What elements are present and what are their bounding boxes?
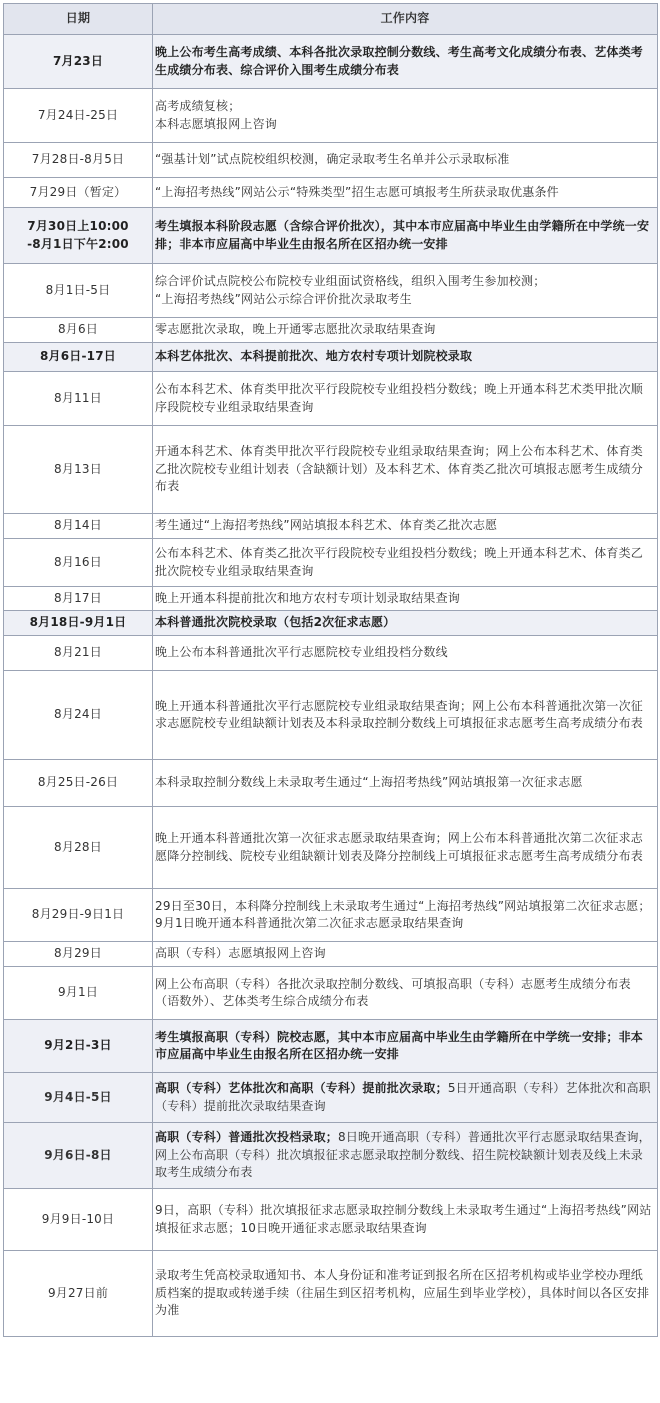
schedule-table-wrapper <box>3 3 657 1337</box>
row-date: 8月18日-9月1日 <box>4 611 153 636</box>
row-content <box>153 1073 658 1123</box>
table-row <box>4 636 658 671</box>
header-content: 工作内容 <box>153 4 658 35</box>
row-date: 9月27日前 <box>4 1251 153 1337</box>
row-date: 8月28日 <box>4 807 153 889</box>
row-date: 9月4日-5日 <box>4 1073 153 1123</box>
row-content: 录取考生凭高校录取通知书、本人身份证和准考证到报名所在区招考机构或毕业学校办理纸质档案的提取或转递手续（往届生到区招考机构，应届生到毕业学校），具体时间以各区安排为准 <box>153 1251 658 1337</box>
row-date: 8月25日-26日 <box>4 760 153 807</box>
row-content: 晚上公布考生高考成绩、本科各批次录取控制分数线、考生高考文化成绩分布表、艺体类考生成绩分布表、综合评价入围考生成绩分布表 <box>153 35 658 89</box>
row-content: 本科普通批次院校录取（包括2次征求志愿） <box>153 611 658 636</box>
row-date: 8月29日 <box>4 942 153 967</box>
row-date: 7月29日（暂定） <box>4 178 153 208</box>
table-row <box>4 889 658 942</box>
row-content: 晚上开通本科普通批次第一次征求志愿录取结果查询；网上公布本科普通批次第二次征求志愿降分控制线、院校专业组缺额计划表及降分控制线上可填报征求志愿考生高考成绩分布表 <box>153 807 658 889</box>
row-date: 8月21日 <box>4 636 153 671</box>
content-segment: 8日晚开通高职（专科）普通批次平行志愿录取结果查询，网上公布高职（专科）批次填报征求志愿录取控制分数线、招生院校缺额计划表及线上未录取考生成绩分布表 <box>155 1130 651 1180</box>
table-row <box>4 942 658 967</box>
row-date: 7月28日-8月5日 <box>4 143 153 178</box>
row-content: 本科艺体批次、本科提前批次、地方农村专项计划院校录取 <box>153 343 658 372</box>
table-row <box>4 1073 658 1123</box>
table-row <box>4 671 658 760</box>
row-content: 考生通过“上海招考热线”网站填报本科艺术、体育类乙批次志愿 <box>153 514 658 539</box>
table-header-row <box>4 4 658 35</box>
row-content: 开通本科艺术、体育类甲批次平行段院校专业组录取结果查询；网上公布本科艺术、体育类乙批次院校专业组计划表（含缺额计划）及本科艺术、体育类乙批次可填报志愿考生成绩分布表 <box>153 426 658 514</box>
row-date: 7月24日-25日 <box>4 89 153 143</box>
row-content: 网上公布高职（专科）各批次录取控制分数线、可填报高职（专科）志愿考生成绩分布表（语数外）、艺体类考生综合成绩分布表 <box>153 967 658 1020</box>
row-date: 8月11日 <box>4 372 153 426</box>
table-body <box>4 35 658 1337</box>
admission-schedule-table <box>3 3 658 1337</box>
table-row <box>4 807 658 889</box>
row-content <box>153 1123 658 1189</box>
content-bold-segment: 高职（专科）艺体批次和高职（专科）提前批次录取； <box>155 1081 448 1095</box>
row-content: 考生填报高职（专科）院校志愿，其中本市应届高中毕业生由学籍所在中学统一安排；非本市应届高中毕业生由报名所在区招办统一安排 <box>153 1020 658 1073</box>
row-date: 9月2日-3日 <box>4 1020 153 1073</box>
row-date: 8月24日 <box>4 671 153 760</box>
row-date: 8月29日-9日1日 <box>4 889 153 942</box>
row-date: 8月14日 <box>4 514 153 539</box>
row-content: 晚上开通本科提前批次和地方农村专项计划录取结果查询 <box>153 587 658 611</box>
row-date: 8月13日 <box>4 426 153 514</box>
row-date: 9月6日-8日 <box>4 1123 153 1189</box>
table-row <box>4 539 658 587</box>
row-content: 零志愿批次录取，晚上开通零志愿批次录取结果查询 <box>153 318 658 343</box>
row-content: “强基计划”试点院校组织校测，确定录取考生名单并公示录取标准 <box>153 143 658 178</box>
row-content: 高职（专科）志愿填报网上咨询 <box>153 942 658 967</box>
row-date: 8月1日-5日 <box>4 264 153 318</box>
row-date: 8月17日 <box>4 587 153 611</box>
row-content: 考生填报本科阶段志愿（含综合评价批次），其中本市应届高中毕业生由学籍所在中学统一安排；非本市应届高中毕业生由报名所在区招办统一安排 <box>153 208 658 264</box>
table-row <box>4 318 658 343</box>
table-row <box>4 611 658 636</box>
row-date: 8月6日-17日 <box>4 343 153 372</box>
row-content: 晚上公布本科普通批次平行志愿院校专业组投档分数线 <box>153 636 658 671</box>
content-bold-segment: 高职（专科）普通批次投档录取； <box>155 1130 339 1145</box>
row-date: 7月23日 <box>4 35 153 89</box>
table-row <box>4 35 658 89</box>
table-row <box>4 967 658 1020</box>
row-date: 9月1日 <box>4 967 153 1020</box>
row-content: 本科录取控制分数线上未录取考生通过“上海招考热线”网站填报第一次征求志愿 <box>153 760 658 807</box>
table-row <box>4 264 658 318</box>
row-date: 7月30日上10:00 -8月1日下午2:00 <box>4 208 153 264</box>
content-segment: 5日开通高职（专科）艺体批次和高职（专科）提前批次录取结果查询 <box>155 1081 651 1113</box>
table-row <box>4 1123 658 1189</box>
table-row <box>4 1251 658 1337</box>
table-row <box>4 426 658 514</box>
table-row <box>4 208 658 264</box>
row-content: 公布本科艺术、体育类乙批次平行段院校专业组投档分数线；晚上开通本科艺术、体育类乙批次院校专业组录取结果查询 <box>153 539 658 587</box>
table-row <box>4 343 658 372</box>
header-date: 日期 <box>4 4 153 35</box>
row-content: 29日至30日，本科降分控制线上未录取考生通过“上海招考热线”网站填报第二次征求志愿；9月1日晚开通本科普通批次第二次征求志愿录取结果查询 <box>153 889 658 942</box>
table-row <box>4 587 658 611</box>
table-row <box>4 1189 658 1251</box>
row-content: 晚上开通本科普通批次平行志愿院校专业组录取结果查询；网上公布本科普通批次第一次征求志愿院校专业组缺额计划表及本科录取控制分数线上可填报征求志愿考生高考成绩分布表 <box>153 671 658 760</box>
row-date: 8月16日 <box>4 539 153 587</box>
table-row <box>4 143 658 178</box>
table-row <box>4 1020 658 1073</box>
table-row <box>4 372 658 426</box>
table-row <box>4 514 658 539</box>
table-row <box>4 760 658 807</box>
row-content: 公布本科艺术、体育类甲批次平行段院校专业组投档分数线；晚上开通本科艺术类甲批次顺序段院校专业组录取结果查询 <box>153 372 658 426</box>
table-row <box>4 89 658 143</box>
table-row <box>4 178 658 208</box>
row-content: 综合评价试点院校公布院校专业组面试资格线，组织入围考生参加校测； “上海招考热线”网站公示综合评价批次录取考生 <box>153 264 658 318</box>
row-content: “上海招考热线”网站公示“特殊类型”招生志愿可填报考生所获录取优惠条件 <box>153 178 658 208</box>
row-content: 高考成绩复核； 本科志愿填报网上咨询 <box>153 89 658 143</box>
row-date: 8月6日 <box>4 318 153 343</box>
row-content: 9日，高职（专科）批次填报征求志愿录取控制分数线上未录取考生通过“上海招考热线”网站填报征求志愿；10日晚开通征求志愿录取结果查询 <box>153 1189 658 1251</box>
row-date: 9月9日-10日 <box>4 1189 153 1251</box>
